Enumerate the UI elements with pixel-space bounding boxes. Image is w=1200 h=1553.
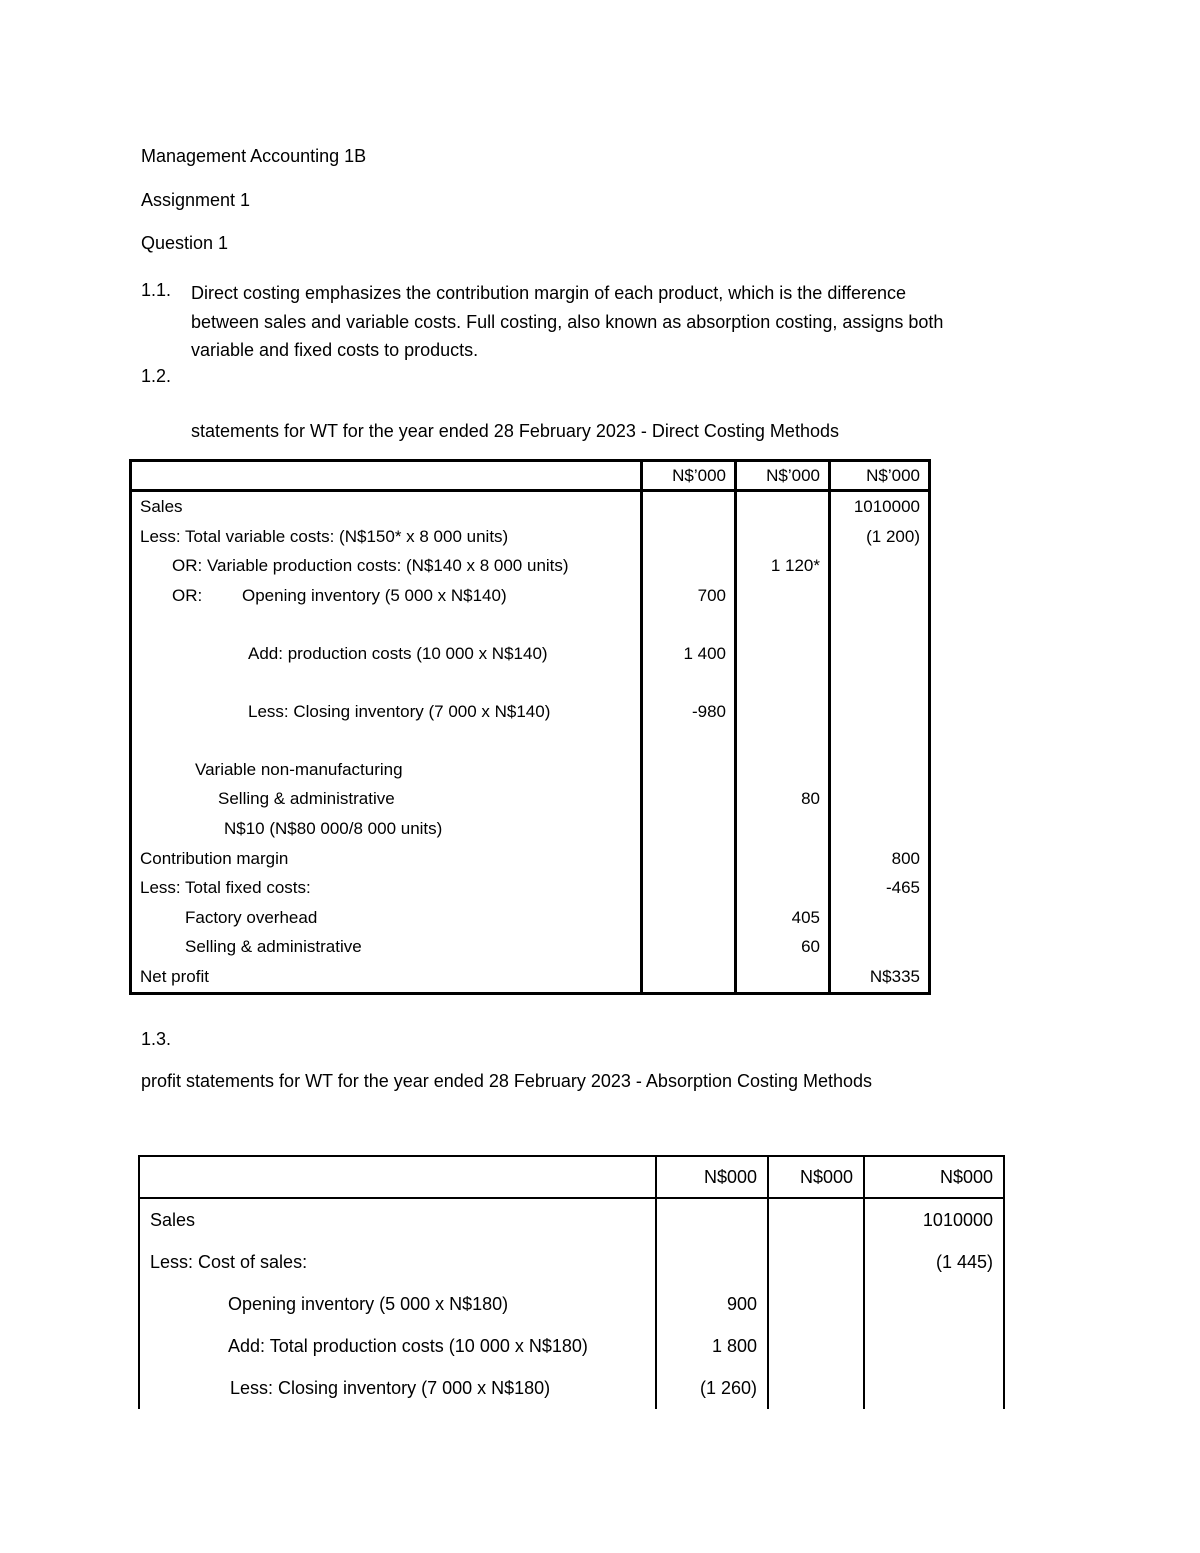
cell (768, 1367, 864, 1409)
cell: 700 (642, 581, 736, 611)
table-row (139, 1367, 1004, 1409)
table-row (131, 551, 930, 581)
cell (768, 1198, 864, 1241)
row-label: Selling & administrative (131, 932, 642, 962)
cell: 1 400 (642, 610, 736, 668)
row-label: Less: Closing inventory (7 000 x N$140) (131, 668, 642, 726)
cell (736, 610, 830, 668)
row-label: Less: Total fixed costs: (131, 873, 642, 903)
cell (830, 581, 930, 611)
row-label (131, 581, 642, 611)
cell: 1010000 (864, 1198, 1004, 1241)
cell (642, 873, 736, 903)
cell (736, 962, 830, 993)
direct-costing-table (129, 459, 931, 995)
or-label: OR: (172, 585, 203, 605)
direct-costing-title: statements for WT for the year ended 28 February 2023 - Direct Costing Methods (191, 421, 839, 441)
row-label: Net profit (131, 962, 642, 993)
cell (642, 932, 736, 962)
table-row (131, 932, 930, 962)
header-cell: N$’000 (736, 461, 830, 491)
header-cell: N$000 (656, 1156, 768, 1198)
answer-1-1-line: between sales and variable costs. Full costing, also known as absorption costing, assigns both (191, 311, 944, 332)
row-label: Less: Total variable costs: (N$150* x 8 000 units) (131, 522, 642, 552)
cell (768, 1325, 864, 1367)
table-row (131, 581, 930, 611)
header-cell: N$’000 (830, 461, 930, 491)
table-row (131, 962, 930, 993)
cell: (1 445) (864, 1241, 1004, 1283)
cell (642, 491, 736, 522)
row-label: Sales (139, 1198, 656, 1241)
absorption-costing-title: profit statements for WT for the year ended 28 February 2023 - Absorption Costing Methods (141, 1071, 873, 1091)
cell (736, 814, 830, 844)
cell (768, 1283, 864, 1325)
table-row (131, 873, 930, 903)
table-row (131, 491, 930, 522)
cell (830, 903, 930, 933)
cell (736, 844, 830, 874)
cell (736, 668, 830, 726)
table-row (139, 1241, 1004, 1283)
cell: 1 800 (656, 1325, 768, 1367)
section-number-1-2: 1.2. (141, 366, 172, 386)
table-row (139, 1283, 1004, 1325)
cell (642, 962, 736, 993)
table-row (131, 844, 930, 874)
section-number-1-1: 1.1. (141, 280, 172, 300)
cell (642, 784, 736, 814)
row-label: Sales (131, 491, 642, 522)
cell (830, 814, 930, 844)
row-label: Contribution margin (131, 844, 642, 874)
table-row (131, 903, 930, 933)
table-row (139, 1325, 1004, 1367)
cell (864, 1325, 1004, 1367)
cell (642, 551, 736, 581)
header-cell (139, 1156, 656, 1198)
cell (736, 873, 830, 903)
row-label: Selling & administrative (131, 784, 642, 814)
table-header-row (139, 1156, 1004, 1198)
row-label: Less: Cost of sales: (139, 1241, 656, 1283)
section-number-1-3: 1.3. (141, 1029, 172, 1049)
row-label: Less: Closing inventory (7 000 x N$180) (139, 1367, 656, 1409)
cell (642, 726, 736, 784)
header-cell: N$000 (768, 1156, 864, 1198)
cell (768, 1241, 864, 1283)
cell (830, 784, 930, 814)
cell (642, 903, 736, 933)
cell: (1 200) (830, 522, 930, 552)
cell (736, 522, 830, 552)
table-row (131, 784, 930, 814)
cell (656, 1241, 768, 1283)
table-header-row (131, 461, 930, 491)
question-title: Question 1 (141, 233, 229, 253)
table-row (131, 522, 930, 552)
cell: -980 (642, 668, 736, 726)
cell (830, 551, 930, 581)
cell (830, 610, 930, 668)
cell: (1 260) (656, 1367, 768, 1409)
table-row (131, 814, 930, 844)
header-cell: N$000 (864, 1156, 1004, 1198)
cell (736, 726, 830, 784)
table-row (131, 610, 930, 668)
cell: N$335 (830, 962, 930, 993)
row-label: Add: Total production costs (10 000 x N$180) (139, 1325, 656, 1367)
cell (642, 844, 736, 874)
row-label: Factory overhead (131, 903, 642, 933)
cell (736, 581, 830, 611)
row-label: Add: production costs (10 000 x N$140) (131, 610, 642, 668)
cell: 900 (656, 1283, 768, 1325)
cell (830, 932, 930, 962)
table-row (131, 726, 930, 784)
row-label: N$10 (N$80 000/8 000 units) (131, 814, 642, 844)
cell (864, 1367, 1004, 1409)
header-cell: N$’000 (642, 461, 736, 491)
absorption-costing-table (138, 1155, 1005, 1409)
cell: 405 (736, 903, 830, 933)
cell (736, 491, 830, 522)
row-label: OR: Variable production costs: (N$140 x 8 000 units) (131, 551, 642, 581)
table-row (139, 1198, 1004, 1241)
cell (830, 726, 930, 784)
cell (830, 668, 930, 726)
cell: 80 (736, 784, 830, 814)
row-label: Variable non-manufacturing (131, 726, 642, 784)
answer-1-1-line: variable and fixed costs to products. (191, 340, 479, 360)
cell: -465 (830, 873, 930, 903)
cell (642, 522, 736, 552)
header-cell (131, 461, 642, 491)
course-title: Management Accounting 1B (141, 146, 367, 166)
cell: 1010000 (830, 491, 930, 522)
row-label: Opening inventory (5 000 x N$180) (139, 1283, 656, 1325)
cell (864, 1283, 1004, 1325)
assignment-title: Assignment 1 (141, 190, 251, 210)
cell: 1 120* (736, 551, 830, 581)
row-label-text: Opening inventory (5 000 x N$140) (242, 585, 507, 605)
cell (642, 814, 736, 844)
cell: 60 (736, 932, 830, 962)
cell: 800 (830, 844, 930, 874)
table-row (131, 668, 930, 726)
answer-1-1 (191, 279, 1021, 365)
answer-1-1-line: Direct costing emphasizes the contribution margin of each product, which is the difference (191, 283, 907, 303)
cell (656, 1198, 768, 1241)
